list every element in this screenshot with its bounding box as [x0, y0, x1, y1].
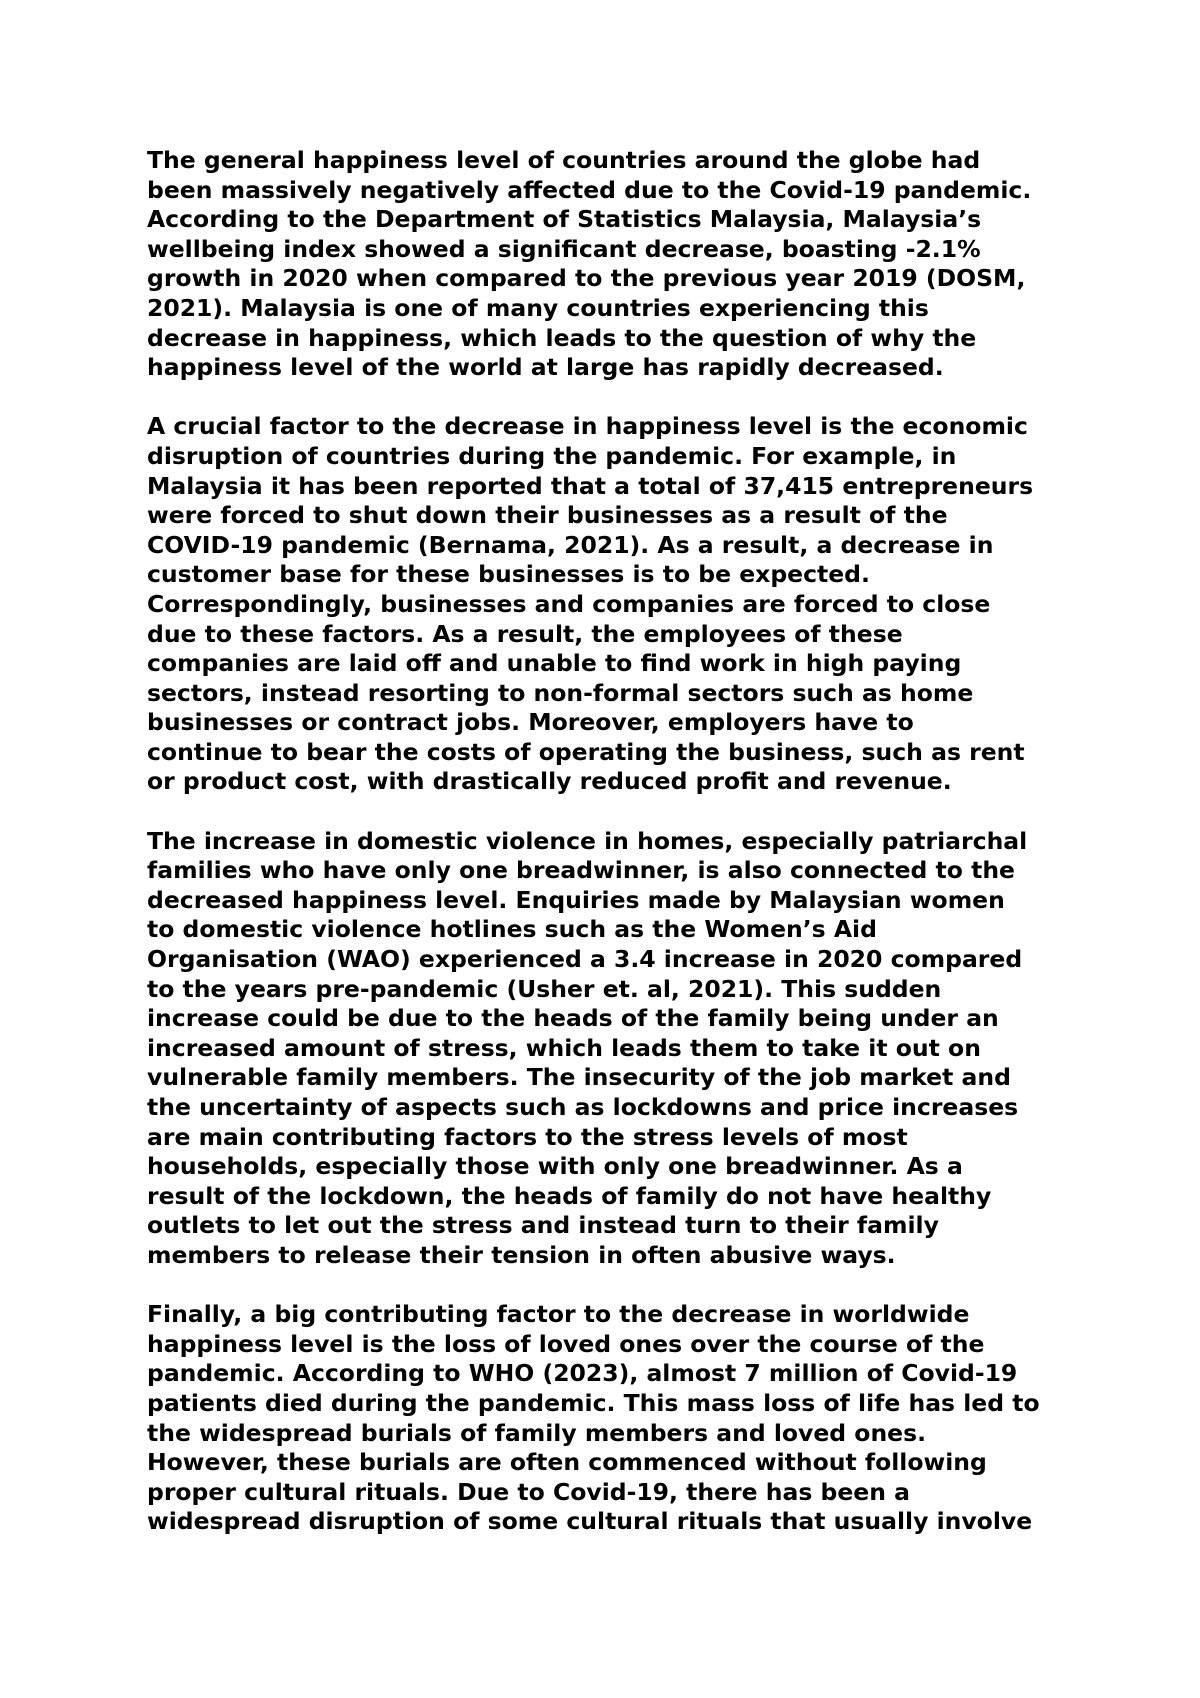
- text-line: proper cultural rituals. Due to Covid-19, there has been a: [147, 1477, 910, 1506]
- text-line: to the years pre-pandemic (Usher et. al, 2021). This sudden: [147, 974, 942, 1003]
- text-line: continue to bear the costs of operating the business, such as rent: [147, 737, 1025, 766]
- text-line: to domestic violence hotlines such as the Women’s Aid: [147, 915, 877, 944]
- text-line: vulnerable family members. The insecurity of the job market and: [147, 1063, 1011, 1092]
- text-line: The general happiness level of countries around the globe had: [147, 146, 981, 174]
- text-line: customer base for these businesses is to be expected.: [147, 560, 870, 589]
- text-line: However, these burials are often commenced without following: [147, 1448, 987, 1477]
- text-line: or product cost, with drastically reduced profit and revenue.: [147, 767, 952, 796]
- text-line: wellbeing index showed a significant decrease, boasting -2.1%: [147, 234, 981, 263]
- text-line: disruption of countries during the pandemic. For example, in: [147, 441, 957, 470]
- text-line: decreased happiness level. Enquiries made by Malaysian women: [147, 885, 1005, 914]
- text-line: The increase in domestic violence in homes, especially patriarchal: [147, 826, 1028, 855]
- text-line: Correspondingly, businesses and companies are forced to close: [147, 589, 991, 618]
- text-line: COVID-19 pandemic (Bernama, 2021). As a result, a decrease in: [147, 530, 994, 559]
- text-line: been massively negatively affected due to the Covid-19 pandemic.: [147, 175, 1032, 204]
- text-line: result of the lockdown, the heads of family do not have healthy: [147, 1181, 992, 1210]
- text-line: Organisation (WAO) experienced a 3.4 increase in 2020 compared: [147, 945, 1023, 974]
- document-body: [147, 146, 1077, 1567]
- text-line: outlets to let out the stress and instead turn to their family: [147, 1211, 939, 1240]
- text-line: businesses or contract jobs. Moreover, employers have to: [147, 708, 914, 737]
- text-line: due to these factors. As a result, the employees of these: [147, 619, 903, 648]
- text-line: happiness level of the world at large has rapidly decreased.: [147, 353, 944, 382]
- text-line: Malaysia it has been reported that a total of 37,415 entrepreneurs: [147, 471, 1034, 500]
- paragraph-1: [147, 146, 1077, 383]
- text-line: the uncertainty of aspects such as lockdowns and price increases: [147, 1093, 1019, 1121]
- text-line: 2021). Malaysia is one of many countries experiencing this: [147, 293, 929, 322]
- paragraph-3: [147, 827, 1077, 1271]
- text-line: growth in 2020 when compared to the previous year 2019 (DOSM,: [147, 264, 1026, 293]
- text-line: the widespread burials of family members and loved ones.: [147, 1418, 927, 1447]
- text-line: increase could be due to the heads of the family being under an: [147, 1004, 999, 1033]
- text-line: patients died during the pandemic. This mass loss of life has led to: [147, 1388, 1040, 1417]
- text-line: decrease in happiness, which leads to the question of why the: [147, 323, 977, 352]
- paragraph-4: [147, 1300, 1077, 1537]
- text-line: households, especially those with only one breadwinner. As a: [147, 1152, 963, 1181]
- paragraph-2: [147, 412, 1077, 797]
- text-line: Finally, a big contributing factor to the decrease in worldwide: [147, 1300, 970, 1329]
- text-line: widespread disruption of some cultural rituals that usually involve: [147, 1507, 1033, 1536]
- text-line: families who have only one breadwinner, is also connected to the: [147, 856, 1015, 885]
- text-line: are main contributing factors to the stress levels of most: [147, 1122, 908, 1151]
- text-line: According to the Department of Statistics Malaysia, Malaysia’s: [147, 205, 982, 234]
- text-line: companies are laid off and unable to find work in high paying: [147, 649, 962, 678]
- text-line: sectors, instead resorting to non-formal sectors such as home: [147, 678, 974, 707]
- text-line: happiness level is the loss of loved ones over the course of the: [147, 1329, 985, 1358]
- text-line: were forced to shut down their businesses as a result of the: [147, 501, 948, 530]
- text-line: increased amount of stress, which leads them to take it out on: [147, 1033, 981, 1062]
- text-line: members to release their tension in often abusive ways.: [147, 1240, 896, 1269]
- text-line: pandemic. According to WHO (2023), almost 7 million of Covid-19: [147, 1359, 1018, 1388]
- text-line: A crucial factor to the decrease in happiness level is the economic: [147, 412, 1028, 441]
